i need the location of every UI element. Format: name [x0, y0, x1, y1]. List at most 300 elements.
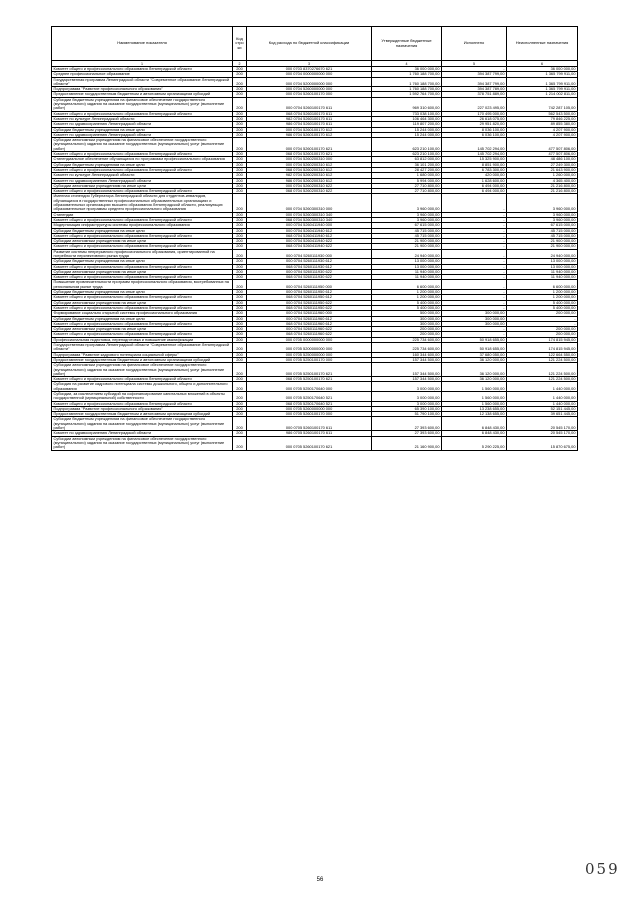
executed-amount: - — [442, 67, 507, 72]
executed-amount: 50 918 655,00 — [442, 343, 507, 353]
budget-code: 000 0704 5260111960 000 — [247, 311, 372, 316]
row-code: 200 — [233, 259, 247, 264]
row-name: Комитет общего и профессионального образования Ленинградской области — [52, 152, 233, 157]
row-code: 200 — [233, 178, 247, 183]
executed-amount: 1 560 000,00 — [442, 392, 507, 402]
unexecuted-amount: 1 365 799 911,00 — [507, 87, 578, 92]
table-row — [52, 417, 578, 431]
unexecuted-amount: 3 960 000,00 — [507, 212, 578, 217]
budget-code: 000 0704 5260300310 000 — [247, 194, 372, 212]
row-code: 200 — [233, 327, 247, 332]
executed-amount: 394 387 789,00 — [442, 87, 507, 92]
approved-amount: 3 000 000,00 — [372, 382, 442, 392]
approved-amount: 623 210 100,00 — [372, 152, 442, 157]
table-row — [52, 97, 578, 111]
unexecuted-amount: 89 855 380,00 — [507, 122, 578, 127]
unexecuted-amount: 4 207 900,00 — [507, 132, 578, 137]
row-code: 200 — [233, 67, 247, 72]
row-name: Предоставление государственным бюджетным и автономным организациям субсидий — [52, 412, 233, 417]
approved-amount: 28 427 200,00 — [372, 167, 442, 172]
executed-amount: - — [442, 249, 507, 259]
page-number: 56 — [316, 877, 324, 883]
approved-amount: 27 393 600,00 — [372, 417, 442, 431]
header-indicator-name: Наименование показателя — [52, 27, 233, 61]
table-row — [52, 183, 578, 188]
unexecuted-amount: 21 216 800,00 — [507, 183, 578, 188]
table-row — [52, 377, 578, 382]
row-name: Комитет общего и профессионального образования Ленинградской области — [52, 111, 233, 116]
budget-code: 000 0704 5260111960 622 — [247, 327, 372, 332]
unexecuted-amount: 477 507 806,00 — [507, 152, 578, 157]
budget-code: 000 0705 5250170640 000 — [247, 382, 372, 392]
row-code: 200 — [233, 321, 247, 326]
table-row — [52, 352, 578, 357]
budget-code: 000 0704 5260111930 000 — [247, 249, 372, 259]
row-code: 200 — [233, 194, 247, 212]
unexecuted-amount: 1 440 000,00 — [507, 401, 578, 406]
row-code: 200 — [233, 436, 247, 450]
approved-amount: 67 615 000,00 — [372, 223, 442, 228]
executed-amount: 300 000,00 — [442, 316, 507, 321]
executed-amount: 394 387 799,00 — [442, 72, 507, 77]
row-name: Комитет по здравоохранению Ленинградской области — [52, 122, 233, 127]
row-name: Субсидии бюджетным учреждениям на финансовое обеспечение государственного (муниципального) задания на оказание государственных (муниципальных) услуг (выполнение работ) — [52, 97, 233, 111]
row-code: 200 — [233, 280, 247, 290]
executed-amount: 50 918 655,00 — [442, 337, 507, 342]
table-row — [52, 280, 578, 290]
unexecuted-amount: - — [507, 321, 578, 326]
row-code: 200 — [233, 249, 247, 259]
approved-amount: 300 000,00 — [372, 316, 442, 321]
budget-code: 000 0704 5260100170 611 — [247, 97, 372, 111]
row-name: Субсидии бюджетным учреждениям на иные цели — [52, 259, 233, 264]
row-name: Государственная программа Ленинградской области "Современное образование Ленинградской области" — [52, 77, 233, 87]
executed-amount: - — [442, 228, 507, 233]
budget-code: 068 0705 5250100170 621 — [247, 377, 372, 382]
unexecuted-amount: 67 615 000,00 — [507, 223, 578, 228]
approved-amount: 500 000,00 — [372, 311, 442, 316]
header-budget-code: Код расхода по бюджетной классификации — [247, 27, 372, 61]
approved-amount: 969 310 600,00 — [372, 97, 442, 111]
unexecuted-amount: 1 440 000,00 — [507, 382, 578, 392]
budget-code: 068 0704 5260100170 611 — [247, 111, 372, 116]
table-row — [52, 138, 578, 152]
executed-amount: - — [442, 280, 507, 290]
unexecuted-amount: 174 815 945,00 — [507, 337, 578, 342]
row-code: 200 — [233, 305, 247, 310]
row-name: Развитие системы непрерывного профессионального образования, ориентированной на потребности перспективного рынка труда — [52, 249, 233, 259]
table-row — [52, 116, 578, 121]
unexecuted-amount: 45 715 000,00 — [507, 228, 578, 233]
unexecuted-amount: 21 643 900,00 — [507, 167, 578, 172]
table-row — [52, 406, 578, 411]
unexecuted-amount: 122 664 550,00 — [507, 352, 578, 357]
unexecuted-amount: 121 224 500,00 — [507, 357, 578, 362]
executed-amount: 1 560 000,00 — [442, 382, 507, 392]
table-row — [52, 77, 578, 87]
approved-amount: 21 900 000,00 — [372, 239, 442, 244]
unexecuted-amount: 79 846 225,00 — [507, 116, 578, 121]
executed-amount: 36 120 000,00 — [442, 377, 507, 382]
executed-amount: - — [442, 223, 507, 228]
row-name: Комитет общего и профессионального образования Ленинградской области — [52, 233, 233, 238]
row-code: 200 — [233, 122, 247, 127]
unexecuted-amount: 21 216 800,00 — [507, 189, 578, 194]
table-row — [52, 436, 578, 450]
row-code: 200 — [233, 132, 247, 137]
row-code: 200 — [233, 167, 247, 172]
unexecuted-amount: 1 365 799 911,00 — [507, 72, 578, 77]
executed-amount: - — [442, 212, 507, 217]
approved-amount: 27 710 800,00 — [372, 189, 442, 194]
col-number: 3 — [247, 61, 372, 67]
unexecuted-amount: 13 000 000,00 — [507, 264, 578, 269]
budget-code: 986 0704 5260100170 612 — [247, 132, 372, 137]
row-code: 200 — [233, 223, 247, 228]
row-name: Модернизация инфраструктуры системы профессионального образования — [52, 223, 233, 228]
row-code: 200 — [233, 382, 247, 392]
row-code: 200 — [233, 316, 247, 321]
unexecuted-amount: 1 260 000,00 — [507, 173, 578, 178]
row-name: Подпрограмма "Развитие профессионального образования" — [52, 87, 233, 92]
row-name: Комитет общего и профессионального образования Ленинградской области — [52, 167, 233, 172]
approved-amount: 3 000 000,00 — [372, 401, 442, 406]
row-code: 200 — [233, 183, 247, 188]
approved-amount: 119 807 200,00 — [372, 122, 442, 127]
executed-amount: 15 325 900,00 — [442, 157, 507, 162]
approved-amount: 157 344 500,00 — [372, 377, 442, 382]
row-name: Субсидии бюджетным учреждениям на финансовое обеспечение государственного (муниципального) задания на оказание государственных (муниципальных) услуг (выполнение работ) — [52, 417, 233, 431]
approved-amount: 157 344 500,00 — [372, 357, 442, 362]
row-name: Субсидии автономным учреждениям на финансовое обеспечение государственного (муниципального) задания на оказание государственных (муниципальных) услуг (выполнение работ) — [52, 363, 233, 377]
unexecuted-amount: 200 000,00 — [507, 327, 578, 332]
approved-amount: 1 200 000,00 — [372, 290, 442, 295]
row-code: 200 — [233, 228, 247, 233]
row-name: Комитет общего и профессионального образования Ленинградской области — [52, 275, 233, 280]
row-code: 200 — [233, 352, 247, 357]
row-code: 200 — [233, 162, 247, 167]
unexecuted-amount: 20 545 170,00 — [507, 431, 578, 436]
unexecuted-amount: 1 440 000,00 — [507, 392, 578, 402]
table-row — [52, 311, 578, 316]
table-row — [52, 316, 578, 321]
unexecuted-amount: 200 000,00 — [507, 332, 578, 337]
unexecuted-amount: 5 400 000,00 — [507, 305, 578, 310]
row-code: 200 — [233, 337, 247, 342]
approved-amount: 13 000 000,00 — [372, 259, 442, 264]
budget-code: 000 0705 5250000000 000 — [247, 352, 372, 357]
budget-code: 986 0704 5260100170 611 — [247, 122, 372, 127]
row-name: Именная стипендия Губернатора Ленинградской области для студентов-инвалидов, обучающихся в государственных профессиональных образовательных организациях и образовательных организациях высшего образования Ленинградской области, реализующих образовательные программы среднего профессионального образования — [52, 194, 233, 212]
row-name: Субсидии автономным учреждениям на финансовое обеспечение государственного (муниципального) задания на оказание государственных (муниципальных) услуг (выполнение работ) — [52, 436, 233, 450]
row-code: 200 — [233, 417, 247, 431]
row-code: 200 — [233, 97, 247, 111]
executed-amount: - — [442, 269, 507, 274]
budget-code: 000 0704 5260111960 612 — [247, 316, 372, 321]
budget-code: 068 0704 5260111960 622 — [247, 332, 372, 337]
budget-code: 000 0704 5260000000 000 — [247, 87, 372, 92]
row-name: Субсидии бюджетным учреждениям на иные цели — [52, 228, 233, 233]
table-row — [52, 249, 578, 259]
approved-amount: 27 393 600,00 — [372, 431, 442, 436]
unexecuted-amount: - — [507, 316, 578, 321]
executed-amount: 6 494 000,00 — [442, 183, 507, 188]
approved-amount: 63 812 000,00 — [372, 157, 442, 162]
row-name: Комитет общего и профессионального образования Ленинградской области — [52, 305, 233, 310]
table-row — [52, 357, 578, 362]
approved-amount: 1 760 188 700,00 — [372, 87, 442, 92]
executed-amount: 6 848 430,00 — [442, 417, 507, 431]
row-name: Субсидии бюджетным учреждениям на иные цели — [52, 127, 233, 132]
executed-amount: - — [442, 259, 507, 264]
approved-amount: 225 734 600,00 — [372, 337, 442, 342]
row-code: 200 — [233, 77, 247, 87]
approved-amount: 1 760 188 700,00 — [372, 72, 442, 77]
row-code: 200 — [233, 233, 247, 238]
approved-amount: 1 760 188 700,00 — [372, 77, 442, 87]
approved-amount: 3 960 000,00 — [372, 217, 442, 222]
table-row — [52, 343, 578, 353]
executed-amount: 5 290 225,00 — [442, 436, 507, 450]
executed-amount: 26 618 075,00 — [442, 116, 507, 121]
budget-code: 068 0704 5260200310 612 — [247, 167, 372, 172]
row-code: 200 — [233, 300, 247, 305]
approved-amount: 65 390 100,00 — [372, 406, 442, 411]
row-code: 200 — [233, 264, 247, 269]
row-name: Предоставление государственным бюджетным и автономным организациям субсидий — [52, 92, 233, 97]
approved-amount: 300 000,00 — [372, 321, 442, 326]
table-row — [52, 127, 578, 132]
approved-amount: 225 734 600,00 — [372, 343, 442, 353]
row-code: 200 — [233, 412, 247, 417]
row-name: Формирование социально открытой системы профессионального образования — [52, 311, 233, 316]
budget-code: 000 0704 5260111950 622 — [247, 300, 372, 305]
budget-code: 068 0704 5260200310 622 — [247, 189, 372, 194]
approved-amount: 623 210 100,00 — [372, 138, 442, 152]
unexecuted-amount: 13 000 000,00 — [507, 259, 578, 264]
row-name: Комитет общего и профессионального образования Ленинградской области — [52, 67, 233, 72]
table-row — [52, 363, 578, 377]
approved-amount: 27 710 800,00 — [372, 183, 442, 188]
row-name: Комитет общего и профессионального образования Ленинградской области — [52, 217, 233, 222]
row-code: 200 — [233, 311, 247, 316]
budget-code: 068 0704 5260411940 612 — [247, 233, 372, 238]
approved-amount: 3 960 000,00 — [372, 194, 442, 212]
budget-code: 000 0704 0000000000 000 — [247, 72, 372, 77]
executed-amount: 1 628 600,00 — [442, 178, 507, 183]
table-row — [52, 321, 578, 326]
row-name: Подпрограмма "Развитие кадрового потенциала социальной сферы" — [52, 352, 233, 357]
budget-code: 068 0704 5260111930 612 — [247, 264, 372, 269]
budget-code: 068 0704 5260111960 612 — [247, 321, 372, 326]
executed-amount: - — [442, 332, 507, 337]
row-code: 200 — [233, 275, 247, 280]
row-name: Среднее профессиональное образование — [52, 72, 233, 77]
row-name: Субсидии, за исключением субсидий на софинансирование капитальных вложений в объекты государственной (муниципальной) собственности — [52, 392, 233, 402]
row-name: Субсидии автономным учреждениям на финансовое обеспечение государственного (муниципального) задания на оказание государственных (муниципальных) услуг (выполнение работ) — [52, 138, 233, 152]
row-code: 200 — [233, 377, 247, 382]
approved-amount: 21 160 900,00 — [372, 436, 442, 450]
row-code: 200 — [233, 239, 247, 244]
approved-amount: 3 960 000,00 — [372, 212, 442, 217]
unexecuted-amount: 1 200 000,00 — [507, 290, 578, 295]
executed-amount: 29 951 820,00 — [442, 122, 507, 127]
unexecuted-amount: 5 400 000,00 — [507, 300, 578, 305]
approved-amount: 157 344 500,00 — [372, 363, 442, 377]
table-row — [52, 122, 578, 127]
executed-amount: - — [442, 295, 507, 300]
budget-code: 986 0705 5260100170 611 — [247, 431, 372, 436]
executed-amount: - — [442, 217, 507, 222]
row-name: Комитет по культуре Ленинградской области — [52, 116, 233, 121]
unexecuted-amount: 121 224 500,00 — [507, 363, 578, 377]
budget-code: 000 0704 5260100170 612 — [247, 127, 372, 132]
unexecuted-amount: 200 000,00 — [507, 311, 578, 316]
row-name: Комитет по здравоохранению Ленинградской области — [52, 178, 233, 183]
approved-amount: 11 940 000,00 — [372, 269, 442, 274]
row-code: 200 — [233, 173, 247, 178]
executed-amount: - — [442, 290, 507, 295]
row-code: 200 — [233, 217, 247, 222]
row-name: Субсидии автономным учреждениям на иные цели — [52, 183, 233, 188]
budget-code: 000 0705 5250170640 521 — [247, 392, 372, 402]
col-number: 1 — [52, 61, 233, 67]
approved-amount: 45 715 000,00 — [372, 228, 442, 233]
budget-code: 068 0705 5250170640 521 — [247, 401, 372, 406]
budget-code: 000 0704 5260111930 622 — [247, 269, 372, 274]
unexecuted-amount: 24 940 000,00 — [507, 249, 578, 259]
row-name: Комитет общего и профессионального образования Ленинградской области — [52, 401, 233, 406]
row-code: 200 — [233, 127, 247, 132]
unexecuted-amount: 742 287 105,00 — [507, 97, 578, 111]
approved-amount: 3 000 000,00 — [372, 392, 442, 402]
executed-amount: - — [442, 264, 507, 269]
approved-amount: 200 000,00 — [372, 332, 442, 337]
table-row — [52, 152, 578, 157]
row-code: 200 — [233, 244, 247, 249]
budget-code: 982 0704 5260200310 612 — [247, 173, 372, 178]
table-row — [52, 92, 578, 97]
row-name: Субсидии бюджетным учреждениям на иные цели — [52, 290, 233, 295]
table-row — [52, 162, 578, 167]
budget-code: 000 0705 5260100170 000 — [247, 412, 372, 417]
approved-amount: 1 680 000,00 — [372, 173, 442, 178]
approved-amount: 45 715 000,00 — [372, 233, 442, 238]
unexecuted-amount: 121 224 500,00 — [507, 377, 578, 382]
table-row — [52, 167, 578, 172]
row-code: 200 — [233, 431, 247, 436]
row-name: Комитет общего и профессионального образования Ленинградской области — [52, 377, 233, 382]
row-name: Субсидии автономным учреждениям на иные цели — [52, 239, 233, 244]
row-name: Подпрограмма "Развитие профессионального образования" — [52, 406, 233, 411]
budget-code: 986 0704 5260200310 612 — [247, 178, 372, 183]
unexecuted-amount: 174 815 945,00 — [507, 343, 578, 353]
executed-amount: 6 848 430,00 — [442, 431, 507, 436]
row-name: Субсидии автономным учреждениям на иные цели — [52, 327, 233, 332]
budget-code: 000 0704 5260111930 612 — [247, 259, 372, 264]
row-code: 200 — [233, 87, 247, 92]
row-name: Комитет общего и профессионального образования Ленинградской области — [52, 244, 233, 249]
page-stamp-number: 059 — [585, 860, 620, 878]
unexecuted-amount: 11 940 000,00 — [507, 269, 578, 274]
unexecuted-amount: 52 151 445,00 — [507, 406, 578, 411]
row-code: 200 — [233, 116, 247, 121]
unexecuted-amount: 21 900 000,00 — [507, 244, 578, 249]
budget-code: 000 0705 5260000000 000 — [247, 406, 372, 411]
budget-code: 000 0705 5250100170 000 — [247, 357, 372, 362]
budget-code: 000 0705 5260100170 621 — [247, 436, 372, 450]
approved-amount: 21 900 000,00 — [372, 244, 442, 249]
approved-amount: 11 940 000,00 — [372, 275, 442, 280]
approved-amount: 1 592 764 700,00 — [372, 92, 442, 97]
executed-amount: 394 387 799,00 — [442, 77, 507, 87]
row-name: Комитет общего и профессионального образования Ленинградской области — [52, 189, 233, 194]
executed-amount: - — [442, 233, 507, 238]
budget-code: 000 0704 5260200310 622 — [247, 183, 372, 188]
budget-code: 000 0704 5260100170 621 — [247, 138, 372, 152]
col-number: 4 — [372, 61, 442, 67]
budget-code: 000 0704 5260300310 340 — [247, 212, 372, 217]
row-name: Комитет общего и профессионального образования Ленинградской области — [52, 295, 233, 300]
budget-code: 000 0704 5260100170 000 — [247, 92, 372, 97]
approved-amount: 36 101 200,00 — [372, 162, 442, 167]
executed-amount: 8 851 900,00 — [442, 162, 507, 167]
unexecuted-amount: 11 940 000,00 — [507, 275, 578, 280]
executed-amount: 227 023 495,00 — [442, 97, 507, 111]
row-code: 200 — [233, 92, 247, 97]
row-code: 200 — [233, 401, 247, 406]
row-name: Стипендиальное обеспечение обучающихся по программам профессионального образования — [52, 157, 233, 162]
unexecuted-amount: 21 900 000,00 — [507, 239, 578, 244]
row-name: Субсидия на развитие кадрового потенциала системы дошкольного, общего и дополнительного образования — [52, 382, 233, 392]
row-name: Комитет по здравоохранению Ленинградской области — [52, 132, 233, 137]
approved-amount: 106 464 300,00 — [372, 116, 442, 121]
header-approved: Утвержденные бюджетные назначения — [372, 27, 442, 61]
executed-amount: 145 702 294,00 — [442, 138, 507, 152]
unexecuted-amount: 27 249 300,00 — [507, 162, 578, 167]
executed-amount: 300 000,00 — [442, 311, 507, 316]
budget-code: 068 0704 5260411940 622 — [247, 244, 372, 249]
table-row — [52, 431, 578, 436]
col-number: 2 — [233, 61, 247, 67]
budget-code: 000 0704 5260111950 612 — [247, 290, 372, 295]
executed-amount: 6 783 300,00 — [442, 167, 507, 172]
budget-code: 000 0704 5260411940 612 — [247, 228, 372, 233]
unexecuted-amount: 45 715 000,00 — [507, 233, 578, 238]
row-name: Предоставление государственным бюджетным и автономным организациям субсидий — [52, 357, 233, 362]
approved-amount: 160 344 600,00 — [372, 352, 442, 357]
row-code: 200 — [233, 189, 247, 194]
unexecuted-amount: 48 486 100,00 — [507, 157, 578, 162]
row-name: Повышение привлекательности программ профессионального образования, востребованных на региональном рынке труда — [52, 280, 233, 290]
executed-amount: - — [442, 305, 507, 310]
budget-code: 000 0703 8370276670 621 — [247, 67, 372, 72]
row-code: 200 — [233, 406, 247, 411]
header-unexecuted: Неисполненные назначения — [507, 27, 578, 61]
budget-code: 000 0704 5260411940 000 — [247, 223, 372, 228]
row-name: Субсидии бюджетным учреждениям на иные цели — [52, 316, 233, 321]
unexecuted-amount: 4 365 400,00 — [507, 178, 578, 183]
budget-execution-table — [51, 26, 578, 451]
budget-code: 000 0704 5260111950 000 — [247, 280, 372, 290]
executed-amount: 36 120 000,00 — [442, 357, 507, 362]
table-header — [52, 27, 578, 67]
row-code: 200 — [233, 152, 247, 157]
row-name: Комитет общего и профессионального образования Ленинградской области — [52, 321, 233, 326]
table-row — [52, 87, 578, 92]
row-name: Комитет общего и профессионального образования Ленинградской области — [52, 332, 233, 337]
executed-amount: 6 036 100,00 — [442, 132, 507, 137]
